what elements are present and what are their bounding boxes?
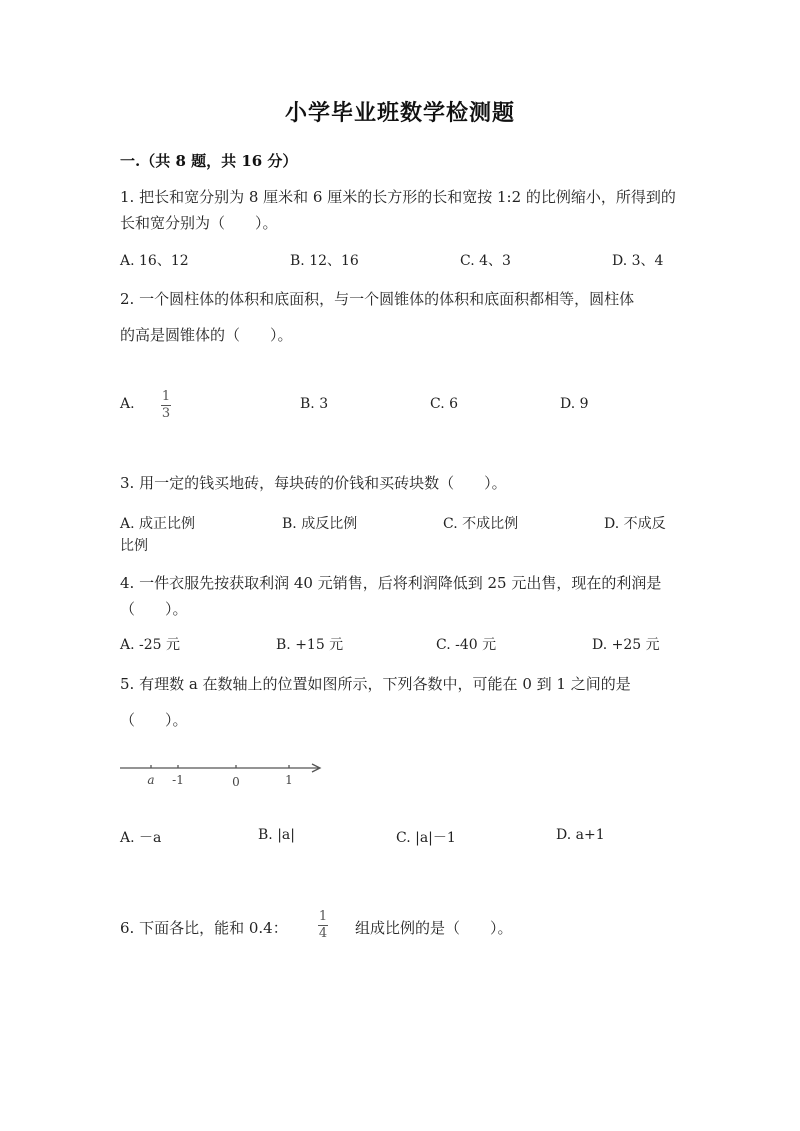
question-2-option-a[interactable] <box>120 396 135 412</box>
page-title: 小学毕业班数学检测题 <box>284 100 515 126</box>
question-2-option-b[interactable]: B. 3 <box>300 396 329 412</box>
question-3-option-a[interactable]: A. 成正比例 <box>120 516 196 532</box>
question-4-option-d[interactable]: D. +25 元 <box>592 637 660 653</box>
axis-label-0: 0 <box>232 775 240 789</box>
question-5-option-b[interactable]: B. |a| <box>258 827 295 843</box>
question-4-option-b[interactable]: B. +15 元 <box>276 637 344 653</box>
question-2-option-c[interactable]: C. 6 <box>430 396 459 412</box>
axis-label-minus-1: -1 <box>172 773 184 787</box>
fraction-denominator: 4 <box>318 926 328 941</box>
question-2-option-d[interactable]: D. 9 <box>560 396 589 412</box>
question-4-text: 4. 一件衣服先按获取利润 40 元销售，后将利润降低到 25 元出售，现在的利润是（ ）。 <box>120 574 662 618</box>
question-3-option-b[interactable]: B. 成反比例 <box>282 516 358 532</box>
question-1-option-a[interactable]: A. 16、12 <box>120 253 189 269</box>
question-5-line-2: （ ）。 <box>120 711 188 729</box>
question-4-option-c[interactable]: C. -40 元 <box>436 637 497 653</box>
question-5-line-1: 5. 有理数 a 在数轴上的位置如图所示，下列各数中，可能在 0 到 1 之间的是 <box>120 675 631 693</box>
question-4-option-a[interactable]: A. -25 元 <box>120 637 181 653</box>
question-2-option-a-label: A. <box>120 396 135 412</box>
question-3-option-c[interactable]: C. 不成比例 <box>443 516 519 532</box>
question-3-text: 3. 用一定的钱买地砖，每块砖的价钱和买砖块数（ ）。 <box>120 474 507 492</box>
question-1-text: 1. 把长和宽分别为 8 厘米和 6 厘米的长方形的长和宽按 1:2 的比例缩小，所得到的长和宽分别为（ ）。 <box>120 188 676 232</box>
question-6-suffix: 组成比例的是（ ）。 <box>355 919 513 937</box>
section-heading: 一.（共 8 题，共 16 分） <box>120 152 298 170</box>
fraction-numerator: 1 <box>161 389 171 404</box>
fraction-numerator: 1 <box>318 909 328 924</box>
question-2-line-1: 2. 一个圆柱体的体积和底面积，与一个圆锥体的体积和底面积都相等，圆柱体 <box>120 290 635 308</box>
axis-label-a: a <box>147 773 155 787</box>
axis-label-1: 1 <box>285 773 293 787</box>
number-line-figure <box>115 756 330 796</box>
question-6-prefix: 6. 下面各比，能和 0.4： <box>120 919 288 937</box>
question-6-fraction <box>318 910 328 941</box>
question-5-option-c[interactable]: C. |a|－1 <box>396 830 456 846</box>
question-1-option-d[interactable]: D. 3、4 <box>612 253 664 269</box>
question-2-line-2: 的高是圆锥体的（ ）。 <box>120 326 293 344</box>
question-2-option-a-fraction <box>161 390 171 421</box>
question-1-option-b[interactable]: B. 12、16 <box>290 253 359 269</box>
question-5-option-a[interactable]: A. －a <box>120 830 162 846</box>
question-5-option-d[interactable]: D. a+1 <box>556 827 605 843</box>
question-3-option-d[interactable]: D. 不成反 <box>604 516 666 532</box>
question-3-option-d-wrap: 比例 <box>120 538 148 554</box>
fraction-denominator: 3 <box>161 406 171 421</box>
question-1-option-c[interactable]: C. 4、3 <box>460 253 511 269</box>
